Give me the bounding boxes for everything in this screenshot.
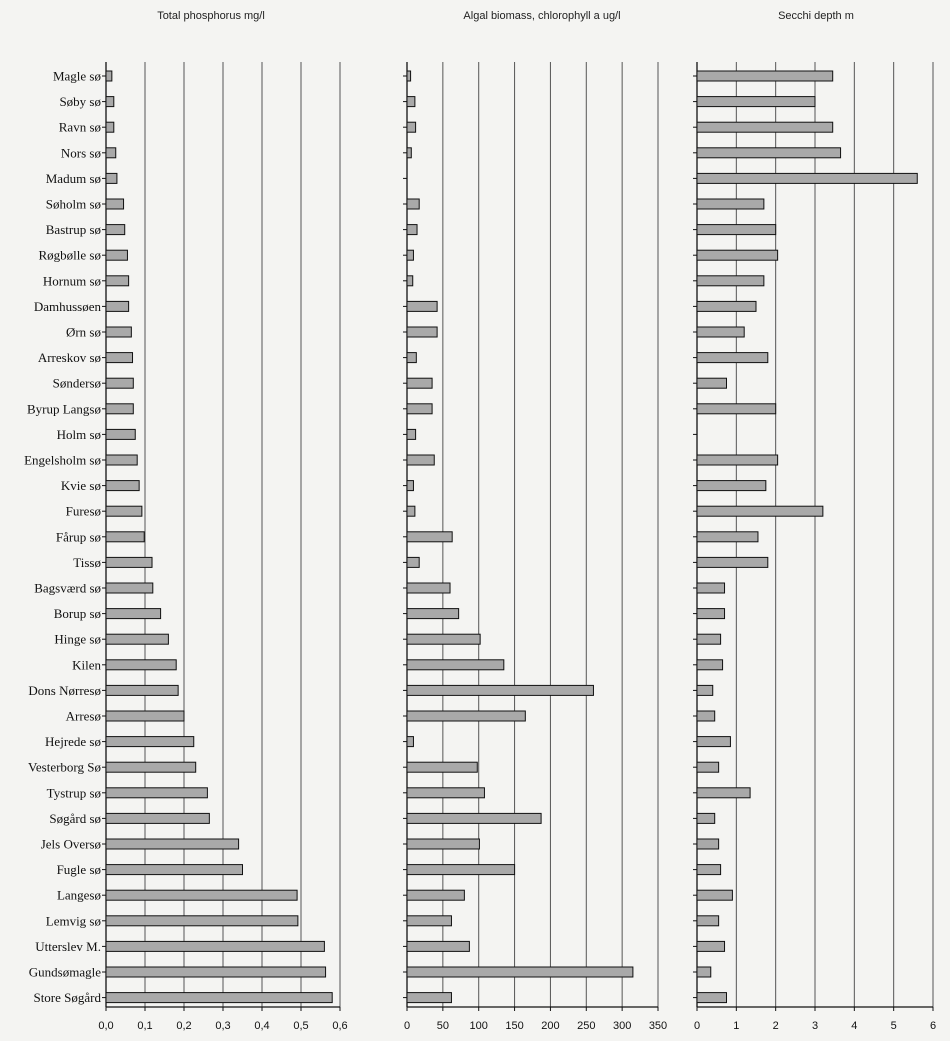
bar	[407, 378, 432, 388]
x-tick-label: 300	[612, 1020, 632, 1032]
bar	[407, 429, 416, 439]
bar	[106, 737, 194, 747]
category-label: Store Søgård	[33, 990, 101, 1006]
bar	[106, 916, 298, 926]
bar	[106, 609, 161, 619]
bar	[407, 583, 450, 593]
bar	[407, 122, 416, 132]
bar	[697, 941, 725, 951]
bar	[106, 506, 142, 516]
x-tick-label: 250	[577, 1020, 596, 1032]
bar	[697, 250, 778, 260]
bar	[106, 327, 131, 337]
bar	[106, 173, 117, 183]
category-label: Tystrup sø	[46, 785, 101, 801]
x-tick-label: 0,2	[176, 1020, 192, 1032]
bar	[106, 762, 196, 772]
bar	[407, 250, 413, 260]
bar	[106, 71, 112, 81]
x-tick-label: 5	[890, 1020, 897, 1032]
bar	[106, 429, 135, 439]
category-label: Langesø	[56, 887, 101, 903]
bar	[697, 916, 719, 926]
category-label: Ørn sø	[65, 324, 101, 340]
category-label: Jels Oversø	[40, 836, 101, 852]
category-label: Fårup sø	[55, 529, 101, 545]
bar	[106, 685, 178, 695]
bar	[106, 813, 209, 823]
category-label: Lemvig sø	[45, 913, 101, 929]
bar	[697, 532, 758, 542]
bar	[697, 788, 750, 798]
bar	[407, 225, 417, 235]
bar	[697, 122, 833, 132]
panel-2	[403, 10, 667, 1032]
category-label: Hinge sø	[54, 631, 101, 647]
bar	[106, 839, 239, 849]
x-tick-label: 1	[733, 1020, 740, 1032]
bar	[407, 762, 477, 772]
bar	[407, 634, 480, 644]
bar	[407, 737, 413, 747]
bar	[407, 327, 437, 337]
bar	[697, 634, 721, 644]
x-tick-label: 0	[403, 1020, 411, 1032]
bar	[697, 711, 715, 721]
bar	[407, 148, 411, 158]
bar	[407, 532, 452, 542]
bar	[106, 532, 144, 542]
bar	[106, 276, 129, 286]
x-tick-label: 2	[772, 1020, 779, 1032]
bar	[697, 327, 744, 337]
x-tick-label: 4	[851, 1020, 858, 1032]
bar	[697, 71, 833, 81]
bar	[106, 993, 332, 1003]
bar	[697, 557, 768, 567]
bar	[407, 865, 515, 875]
bar	[106, 97, 114, 107]
x-tick-label: 0,0	[98, 1020, 114, 1032]
bar	[697, 276, 764, 286]
bar	[106, 967, 326, 977]
bar	[106, 583, 153, 593]
bar	[407, 506, 415, 516]
bar	[407, 685, 593, 695]
bar	[697, 737, 730, 747]
bar	[697, 301, 756, 311]
bar	[697, 813, 715, 823]
bar	[407, 993, 451, 1003]
category-label: Kvie sø	[60, 478, 101, 494]
category-label: Hornum sø	[42, 273, 101, 289]
panel-1	[98, 10, 347, 1032]
x-tick-label: 0,4	[254, 1020, 270, 1032]
x-tick-label: 0,5	[293, 1020, 309, 1032]
x-tick-label: 350	[648, 1020, 668, 1032]
bar	[697, 173, 917, 183]
category-label: Vesterborg Sø	[27, 759, 101, 775]
category-label: Røgbølle sø	[38, 247, 101, 263]
bar	[106, 634, 168, 644]
x-tick-label: 0,1	[137, 1020, 153, 1032]
category-label: Bastrup sø	[45, 222, 101, 238]
category-label: Søholm sø	[45, 196, 101, 212]
bar	[697, 993, 727, 1003]
category-label: Byrup Langsø	[26, 401, 101, 417]
bar	[106, 250, 127, 260]
panel-title: Algal biomass, chlorophyll a ug/l	[463, 10, 621, 22]
category-label: Kilen	[72, 657, 101, 673]
category-label: Arreskov sø	[37, 350, 101, 366]
bar	[697, 609, 725, 619]
bar	[106, 404, 133, 414]
bar	[697, 890, 732, 900]
category-label: Søndersø	[52, 375, 101, 391]
bar	[407, 455, 434, 465]
bar	[407, 660, 504, 670]
bar	[407, 967, 633, 977]
bar	[407, 276, 413, 286]
bar	[697, 967, 711, 977]
panel-title: Total phosphorus mg/l	[157, 10, 265, 22]
bar	[697, 762, 719, 772]
bar	[697, 148, 841, 158]
x-tick-label: 6	[929, 1020, 937, 1032]
bar	[106, 865, 243, 875]
bar	[697, 865, 721, 875]
bar	[697, 506, 823, 516]
bar	[407, 890, 464, 900]
bar	[407, 813, 541, 823]
bar	[106, 225, 125, 235]
bar	[407, 839, 479, 849]
bar	[697, 404, 776, 414]
category-label: Madum sø	[45, 170, 101, 186]
category-label: Nors sø	[60, 145, 101, 161]
bar	[106, 481, 139, 491]
category-label: Dons Nørresø	[28, 682, 101, 698]
category-label: Arresø	[65, 708, 101, 724]
bar	[697, 353, 768, 363]
bar	[697, 455, 778, 465]
bar	[106, 557, 152, 567]
category-label: Tissø	[73, 554, 101, 570]
x-tick-label: 0,6	[332, 1020, 348, 1032]
bar	[106, 353, 133, 363]
bar	[407, 711, 525, 721]
panel-title: Secchi depth m	[778, 10, 854, 22]
bar	[106, 122, 114, 132]
x-tick-label: 50	[436, 1020, 449, 1032]
bar	[407, 557, 419, 567]
category-label: Damhussøen	[33, 298, 101, 314]
x-tick-label: 200	[541, 1020, 560, 1032]
bar	[106, 378, 133, 388]
x-tick-label: 3	[811, 1020, 819, 1032]
panel-3	[693, 10, 936, 1032]
bar	[407, 609, 459, 619]
category-label: Søby sø	[59, 94, 101, 110]
bar	[106, 199, 124, 209]
lake-labels	[24, 69, 101, 1006]
bar	[407, 788, 484, 798]
bar	[106, 711, 184, 721]
category-label: Furesø	[65, 503, 101, 519]
category-label: Gundsømagle	[28, 964, 101, 980]
bar	[106, 788, 207, 798]
bar	[106, 941, 324, 951]
bar	[407, 97, 415, 107]
category-label: Engelsholm sø	[24, 452, 101, 468]
category-label: Holm sø	[56, 426, 101, 442]
bar	[697, 199, 764, 209]
category-label: Bagsværd sø	[34, 580, 101, 596]
bar	[407, 941, 469, 951]
x-tick-label: 0	[693, 1020, 701, 1032]
x-tick-label: 150	[505, 1020, 524, 1032]
x-tick-label: 100	[469, 1020, 488, 1032]
bar	[697, 660, 723, 670]
bar	[106, 660, 176, 670]
bar	[697, 225, 776, 235]
category-label: Borup sø	[53, 606, 101, 622]
category-label: Fugle sø	[56, 862, 101, 878]
bar	[407, 353, 416, 363]
bar	[697, 685, 713, 695]
bar	[407, 404, 432, 414]
bar	[697, 481, 766, 491]
bar	[407, 916, 451, 926]
category-label: Hejrede sø	[45, 734, 101, 750]
bar	[407, 481, 413, 491]
category-label: Søgård sø	[49, 810, 101, 826]
bar	[106, 148, 116, 158]
bar	[106, 455, 137, 465]
bar	[106, 890, 297, 900]
category-label: Utterslev M.	[35, 938, 101, 954]
bar	[407, 71, 411, 81]
bar	[697, 583, 725, 593]
bar	[407, 199, 419, 209]
chart-panels	[98, 10, 936, 1032]
x-tick-label: 0,3	[215, 1020, 231, 1032]
bar	[106, 301, 129, 311]
bar	[407, 301, 437, 311]
category-label: Magle sø	[52, 68, 101, 84]
bar	[697, 97, 815, 107]
bar	[697, 378, 727, 388]
bar	[697, 839, 719, 849]
category-label: Ravn sø	[58, 119, 101, 135]
